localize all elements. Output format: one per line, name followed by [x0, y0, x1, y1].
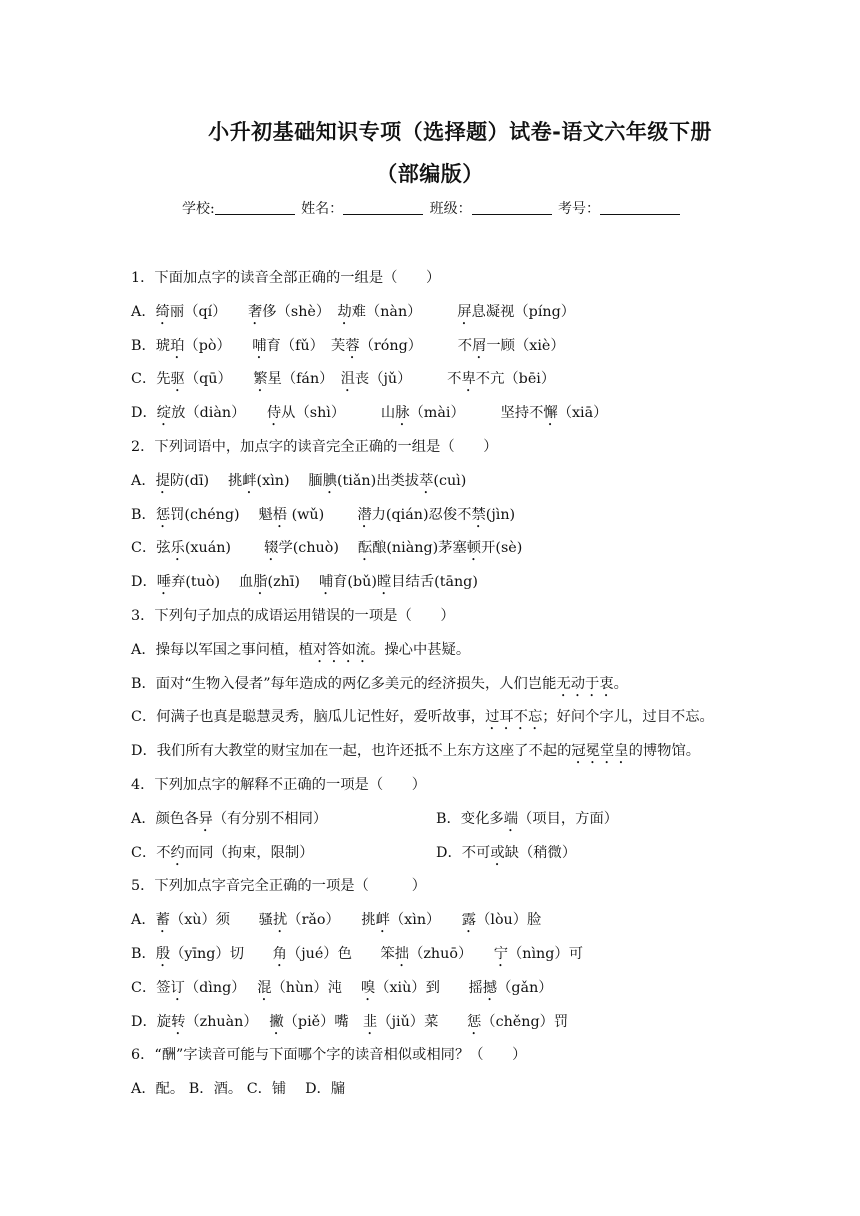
line-text: (wǔ)	[287, 506, 358, 523]
line-text: （xiā）	[557, 405, 608, 422]
line-text: A．操每以军国之事问植，植	[131, 641, 313, 658]
line-text: C．签	[131, 979, 171, 996]
answer-option	[131, 944, 851, 978]
line-text: （rǎo） 挑	[287, 912, 376, 929]
answer-option	[131, 978, 851, 1012]
dotted-text: 乐	[170, 540, 185, 557]
title-line-1: 小升初基础知识专项（选择题）试卷-语文六年级下册	[208, 120, 712, 144]
dotted-text: 卑	[461, 371, 476, 388]
name-blank[interactable]	[343, 200, 423, 215]
dotted-text: 顿	[466, 540, 482, 557]
line-text: 弃(tuò) 血	[171, 574, 254, 591]
line-text: （jiǔ）菜	[377, 1013, 467, 1030]
question-stem	[131, 876, 851, 910]
answer-option-half	[131, 843, 436, 869]
dotted-text: 异	[198, 810, 213, 827]
dotted-text: 禁	[471, 506, 486, 523]
answer-option-half	[436, 843, 741, 869]
line-text: （yīng）切	[170, 945, 273, 962]
dotted-text: 或	[490, 844, 505, 861]
dotted-text: 露	[461, 912, 477, 929]
line-text: （zhuō）	[409, 945, 494, 962]
dotted-text: 劫	[337, 303, 352, 320]
answer-option	[131, 809, 851, 843]
question-stem	[131, 268, 851, 302]
dotted-text: 绮	[155, 303, 170, 320]
answer-option	[131, 707, 851, 741]
dotted-text: 惩	[155, 506, 171, 523]
dotted-text: 端	[503, 810, 518, 827]
answer-option	[131, 910, 851, 944]
line-text: A．	[131, 303, 156, 320]
line-text: (cuì)	[433, 472, 467, 489]
line-text: （róng） 不	[359, 337, 473, 354]
dotted-text: 哺	[318, 574, 334, 591]
line-text: ；好问个字儿，过目不忘。	[542, 709, 714, 726]
line-text: C．何满子也真是聪慧灵秀，脑瓜儿记性好，爱听故事，	[131, 709, 486, 726]
line-text: 罚(chéng) 魁	[170, 506, 273, 523]
line-text: （项目，方面）	[518, 810, 619, 827]
dotted-text: 绽	[156, 405, 172, 422]
answer-option	[131, 336, 851, 370]
answer-option	[131, 572, 851, 606]
line-text: （lòu）脸	[476, 912, 542, 929]
line-text: A．颜色各	[131, 810, 199, 827]
line-text: （piě）嘴	[283, 1013, 363, 1030]
dotted-text: 腆	[322, 472, 337, 489]
dotted-text: 驱	[170, 371, 185, 388]
question-list	[131, 268, 851, 1113]
line-text: 丧（jǔ） 不	[354, 371, 462, 388]
dotted-text: 约	[170, 844, 185, 861]
answer-option	[131, 505, 851, 539]
line-text: 1．下面加点字的读音全部正确的一组是（ ）	[131, 270, 441, 286]
dotted-text: 侍	[266, 405, 282, 422]
answer-option	[131, 1012, 851, 1046]
line-text: 难（nàn）	[351, 303, 458, 320]
exam-number-blank[interactable]	[600, 200, 680, 215]
answer-option	[131, 369, 851, 403]
line-text: B．琥	[131, 337, 171, 354]
question-stem	[131, 1045, 851, 1079]
dotted-text: 冠冕堂皇	[571, 743, 629, 760]
line-text: D．不可	[436, 844, 491, 861]
dotted-text: 扰	[272, 912, 288, 929]
line-text: B．面对“生物入侵者”每年造成的两亿多美元的经济损失，人们岂能	[131, 675, 557, 692]
dotted-text: 撇	[269, 1013, 284, 1030]
line-text: （gǎn）	[497, 979, 553, 996]
dotted-text: 辍	[264, 540, 279, 557]
exam-number-label: 考号：	[558, 201, 601, 217]
line-text: 缺（稍微）	[504, 844, 577, 861]
line-text: 放（diàn）	[171, 405, 267, 422]
line-text: 3．下列句子加点的成语运用错误的一项是（ ）	[131, 607, 455, 624]
dotted-text: 衅	[242, 472, 257, 489]
line-text: （jué）色 笨	[286, 945, 395, 962]
line-text: (jìn)	[485, 506, 516, 523]
dotted-text: 无动于衷	[556, 675, 614, 692]
dotted-text: 衅	[375, 912, 390, 929]
line-text: C．不	[131, 844, 171, 861]
line-text: A．	[131, 912, 156, 929]
dotted-text: 韭	[363, 1013, 378, 1030]
dotted-text: 繁	[253, 371, 268, 388]
dotted-text: 过耳不忘	[485, 709, 543, 726]
dotted-text: 珀	[170, 337, 185, 354]
title-line-2: （部编版）	[376, 162, 484, 186]
line-text: 力(qián)忍俊不	[371, 506, 472, 523]
line-text: A．配。 B．酒。 C．铺 D．牖	[131, 1081, 346, 1098]
dotted-text: 转	[171, 1013, 186, 1030]
line-text: （dìng）	[184, 979, 258, 996]
line-text: （nìng）可	[507, 945, 584, 962]
line-text: 6．“酬”字读音可能与下面哪个字的读音相似或相同？（ ）	[131, 1047, 527, 1064]
answer-option	[131, 403, 851, 437]
dotted-text: 惩	[467, 1013, 482, 1030]
dotted-text: 潜	[357, 506, 372, 523]
dotted-text: 宁	[493, 945, 508, 962]
dotted-text: 蓄	[155, 912, 170, 929]
line-text: 防(dī) 挑	[169, 472, 243, 489]
line-text: （hùn）沌	[271, 979, 361, 996]
line-text: 不亢（bēi）	[475, 371, 556, 388]
dotted-text: 唾	[156, 574, 172, 591]
line-text: 而同（拘束，限制）	[184, 844, 314, 861]
line-text: C．弦	[131, 540, 171, 557]
line-text: D．我们所有大教堂的财宝加在一起，也许还抵不上东方这座了不起的	[131, 743, 572, 760]
line-text: (xuán)	[184, 540, 265, 557]
answer-option-half	[436, 809, 741, 835]
dotted-text: 混	[257, 979, 272, 996]
answer-option	[131, 843, 851, 877]
line-text: 息凝视（píng）	[471, 303, 576, 320]
line-text: 4．下列加点字的解释不正确的一项是（ ）	[131, 776, 427, 793]
question-stem	[131, 437, 851, 471]
line-text: D．	[131, 574, 157, 591]
dotted-text: 殷	[155, 945, 171, 962]
answer-option	[131, 302, 851, 336]
class-label: 班级：	[429, 201, 472, 217]
dotted-text: 沮	[340, 371, 355, 388]
answer-option	[131, 1079, 851, 1113]
line-text: C．先	[131, 371, 171, 388]
line-text: 酿(niàng)茅塞	[372, 540, 467, 557]
dotted-text: 对答如流	[312, 641, 371, 658]
line-text: （xìn）	[389, 912, 462, 929]
dotted-text: 萃	[419, 472, 434, 489]
line-text: 。	[613, 675, 628, 692]
dotted-text: 哺	[252, 337, 267, 354]
line-text: 侈（shè）	[262, 303, 338, 320]
dotted-text: 提	[155, 472, 170, 489]
dotted-text: 角	[272, 945, 287, 962]
line-text: 星（fán）	[267, 371, 341, 388]
line-text: D．	[131, 405, 157, 422]
line-text: 育(bǔ)	[333, 574, 377, 591]
dotted-text: 酝	[357, 540, 373, 557]
line-text: (tiǎn)出类拔	[336, 472, 420, 489]
line-text: B．	[131, 945, 156, 962]
school-blank[interactable]	[215, 200, 295, 215]
line-text: （mài） 坚持不	[409, 405, 544, 422]
answer-option	[131, 640, 851, 674]
question-stem	[131, 775, 851, 809]
line-text: 从（shì） 山	[281, 405, 396, 422]
dotted-text: 懈	[543, 405, 558, 422]
dotted-text: 屏	[457, 303, 472, 320]
line-text: 5．下列加点字音完全正确的一项是（ ）	[131, 878, 427, 895]
line-text: （xiù）到 摇	[375, 979, 483, 996]
answer-option	[131, 741, 851, 775]
line-text: D．旋	[131, 1013, 172, 1030]
line-text: (zhī)	[267, 574, 319, 591]
dotted-text: 撼	[482, 979, 498, 996]
dotted-text: 脂	[253, 574, 268, 591]
line-text: B．	[131, 506, 156, 523]
line-text: 目结舌(tāng)	[391, 574, 478, 591]
dotted-text: 梧	[272, 506, 288, 523]
line-text: 开(sè)	[481, 540, 523, 557]
line-text: 的博物馆。	[628, 743, 701, 760]
line-text: 2．下列词语中，加点字的读音完全正确的一组是（ ）	[131, 438, 498, 455]
line-text: A．	[131, 472, 156, 489]
student-info-row	[0, 198, 860, 218]
line-text: 。操心中甚疑。	[370, 641, 471, 658]
line-text: B．变化多	[436, 810, 504, 827]
line-text: (xìn) 腼	[256, 472, 323, 489]
dotted-text: 瞠	[376, 574, 392, 591]
dotted-text: 拙	[394, 945, 410, 962]
line-text: （xù）须 骚	[169, 912, 273, 929]
class-blank[interactable]	[472, 200, 552, 215]
dotted-text: 嗅	[360, 979, 376, 996]
question-stem	[131, 606, 851, 640]
line-text: （qū）	[184, 371, 254, 388]
line-text: （pò）	[184, 337, 253, 354]
line-text: （chěng）罚	[481, 1013, 569, 1030]
answer-option	[131, 538, 851, 572]
line-text: 育（fǔ） 芙	[266, 337, 346, 354]
dotted-text: 蓉	[345, 337, 360, 354]
answer-option	[131, 674, 851, 708]
line-text: （有分别不相同）	[212, 810, 328, 827]
dotted-text: 订	[170, 979, 185, 996]
answer-option	[131, 471, 851, 505]
name-label: 姓名：	[301, 201, 344, 217]
line-text: 丽（qí）	[169, 303, 248, 320]
dotted-text: 脉	[395, 405, 410, 422]
line-text: 学(chuò)	[278, 540, 358, 557]
dotted-text: 屑	[472, 337, 487, 354]
dotted-text: 奢	[247, 303, 263, 320]
line-text: （zhuàn）	[185, 1013, 270, 1030]
line-text: 一顾（xiè）	[486, 337, 565, 354]
school-label: 学校:	[181, 201, 215, 217]
answer-option-half	[131, 809, 436, 835]
